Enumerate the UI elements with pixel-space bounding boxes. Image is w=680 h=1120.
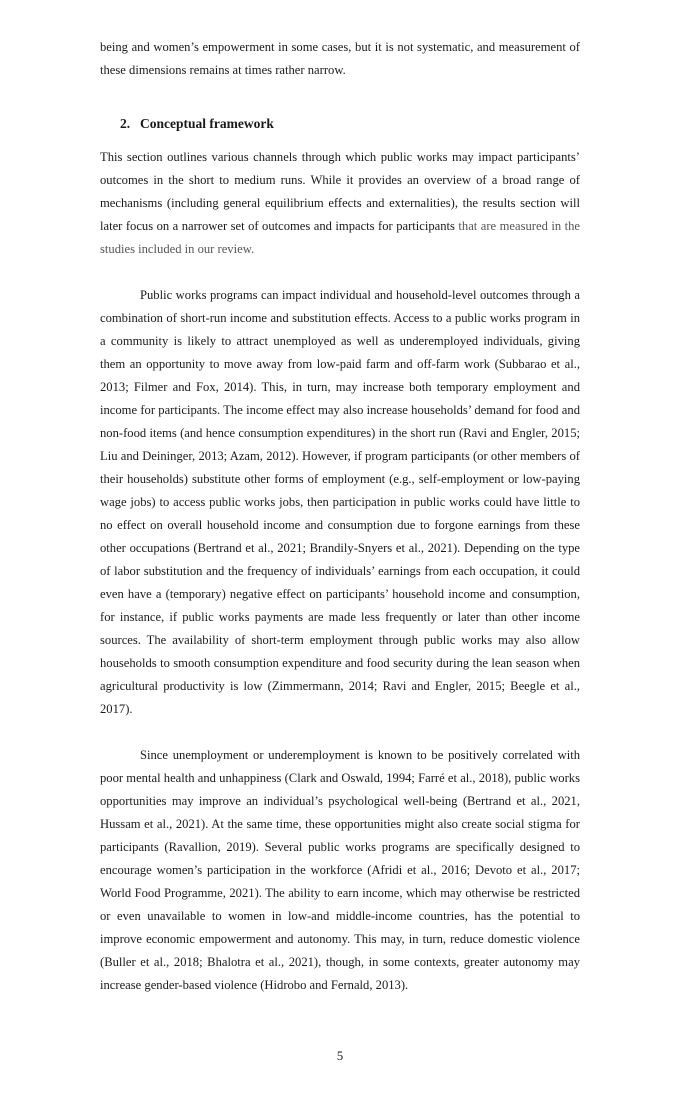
wellbeing-effects-paragraph: Since unemployment or underemployment is known to be positively correlated with poor mental health and unhappiness (Clark and Oswald, 1994; Farré et al., 2018), public works opportunities may improve an individual’s psychological well-being (Bertrand et al., 2021, Hussam et al., 2021). At the same time, these opportunities might also create social stigma for participants (Ravallion, 2019). Several public works programs are specifically designed to encourage women’s participation in the workforce (Afridi et al., 2016; Devoto et al., 2017; World Food Programme, 2021). The ability to earn income, which may otherwise be restricted or even unavailable to women in low-and middle-income countries, has the potential to improve economic empowerment and autonomy. This may, in turn, reduce domestic violence (Buller et al., 2018; Bhalotra et al., 2021), though, in some contexts, greater autonomy may increase gender-based violence (Hidrobo and Fernald, 2013). xyxy=(100,748,580,992)
overview-paragraph xyxy=(100,146,580,261)
document-page xyxy=(100,36,580,997)
overview-paragraph-tail: that are measured in the studies included in our review. xyxy=(100,219,580,256)
income-effects-paragraph: Public works programs can impact individual and household-level outcomes through a combination of short-run income and substitution effects. Access to a public works program in a community is likely to attract unemployed as well as underemployed individuals, giving them an opportunity to move away from low-paid farm and off-farm work (Subbarao et al., 2013; Filmer and Fox, 2014). This, in turn, may increase both temporary employment and income for participants. The income effect may also increase households’ demand for food and non-food items (and hence consumption expenditures) in the short run (Ravi and Engler, 2015; Liu and Deininger, 2013; Azam, 2012). However, if program participants (or other members of their households) substitute other forms of employment (e.g., self-employment or low-paying wage jobs) to access public works jobs, then participation in public works could have little to no effect on overall household income and consumption due to forgone earnings from these other occupations (Bertrand et al., 2021; Brandily-Snyers et al., 2021). Depending on the type of labor substitution and the frequency of individuals’ earnings from each occupation, it could even have a (temporary) negative effect on participants’ household income and consumption, for instance, if public works payments are made less frequently or later than other income sources. The availability of short-term employment through public works may also allow households to smooth consumption expenditure and food security during the lean season when agricultural productivity is low (Zimmermann, 2014; Ravi and Engler, 2015; Beegle et al., 2017). xyxy=(100,288,580,716)
paragraph-spacer xyxy=(100,261,580,284)
section-number: 2. xyxy=(120,116,131,131)
paragraph-spacer xyxy=(100,721,580,744)
page-number: 5 xyxy=(336,1049,344,1063)
intro-paragraph-fragment: being and women’s empowerment in some cases, but it is not systematic, and measurement of these dimensions remains at times rather narrow. xyxy=(100,40,580,77)
section-heading xyxy=(120,112,580,136)
section-title: Conceptual framework xyxy=(140,116,274,131)
overview-paragraph-main: This section outlines various channels through which public works may impact participants’ outcomes in the short to medium runs. While it provides an overview of a broad range of mechanisms (including general equilibrium effects and externalities), the results section will later focus on a narrower set of outcomes and impacts for participants xyxy=(100,150,580,233)
